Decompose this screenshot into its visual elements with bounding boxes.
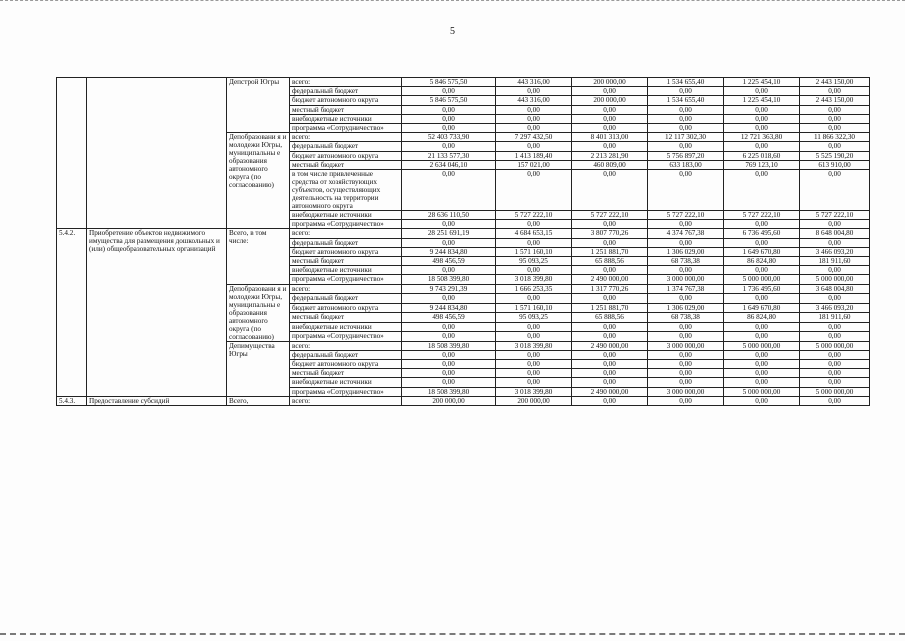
cell-amount: 1 649 670,80 — [724, 303, 800, 313]
cell-amount: 5 846 575,50 — [402, 78, 496, 87]
cell-amount: 1 571 160,10 — [496, 303, 572, 313]
cell-funding-source: всего: — [290, 341, 402, 350]
cell-amount: 0,00 — [572, 332, 648, 342]
cell-funding-source: местный бюджет — [290, 369, 402, 378]
cell-amount: 28 251 691,19 — [402, 229, 496, 238]
cell-amount: 3 000 000,00 — [648, 275, 724, 284]
cell-amount: 0,00 — [402, 294, 496, 304]
cell-amount: 1 666 253,35 — [496, 284, 572, 294]
cell-funding-source: внебюджетные источники — [290, 266, 402, 275]
cell-amount: 0,00 — [648, 396, 724, 405]
cell-funding-source: бюджет автономного округа — [290, 303, 402, 313]
cell-amount: 0,00 — [496, 294, 572, 304]
cell-amount: 0,00 — [496, 170, 572, 211]
cell-amount: 1 251 881,70 — [572, 303, 648, 313]
cell-amount: 9 244 834,80 — [402, 247, 496, 256]
cell-amount: 0,00 — [724, 105, 800, 114]
cell-amount: 5 000 000,00 — [800, 341, 870, 350]
cell-amount: 0,00 — [800, 266, 870, 275]
cell-funding-source: федеральный бюджет — [290, 238, 402, 247]
cell-funding-source: федеральный бюджет — [290, 87, 402, 96]
cell-amount: 1 413 189,40 — [496, 151, 572, 160]
cell-amount: 5 727 222,10 — [800, 211, 870, 220]
cell-funding-source: программа «Сотрудничество» — [290, 387, 402, 396]
cell-funding-source: бюджет автономного округа — [290, 151, 402, 160]
cell-amount: 0,00 — [402, 170, 496, 211]
cell-amount: 65 888,56 — [572, 313, 648, 323]
cell-amount: 0,00 — [402, 114, 496, 123]
cell-amount: 8 648 004,80 — [800, 229, 870, 238]
cell-amount: 0,00 — [496, 322, 572, 332]
cell-amount: 0,00 — [724, 114, 800, 123]
cell-amount: 0,00 — [572, 124, 648, 133]
cell-amount: 1 306 029,00 — [648, 303, 724, 313]
cell-amount: 0,00 — [800, 87, 870, 96]
cell-amount: 1 306 029,00 — [648, 247, 724, 256]
cell-amount: 0,00 — [800, 238, 870, 247]
cell-amount: 2 213 281,90 — [572, 151, 648, 160]
cell-amount: 181 911,60 — [800, 257, 870, 266]
cell-amount: 0,00 — [648, 170, 724, 211]
cell-amount: 2 634 046,10 — [402, 160, 496, 169]
cell-amount: 0,00 — [724, 124, 800, 133]
cell-amount: 0,00 — [572, 220, 648, 229]
cell-amount: 0,00 — [496, 105, 572, 114]
cell-amount: 95 093,25 — [496, 257, 572, 266]
cell-amount: 3 000 000,00 — [648, 341, 724, 350]
cell-amount: 0,00 — [496, 114, 572, 123]
cell-amount: 5 000 000,00 — [800, 275, 870, 284]
cell-amount: 3 018 399,80 — [496, 341, 572, 350]
cell-amount: 68 738,38 — [648, 257, 724, 266]
cell-amount: 0,00 — [724, 87, 800, 96]
cell-amount: 6 736 495,60 — [724, 229, 800, 238]
cell-amount: 5 756 897,20 — [648, 151, 724, 160]
cell-amount: 2 490 000,00 — [572, 341, 648, 350]
cell-amount: 0,00 — [496, 124, 572, 133]
cell-amount: 9 743 291,39 — [402, 284, 496, 294]
cell-amount: 0,00 — [648, 114, 724, 123]
cell-amount: 7 297 432,50 — [496, 133, 572, 142]
cell-amount: 1 736 495,60 — [724, 284, 800, 294]
cell-amount: 200 000,00 — [572, 78, 648, 87]
cell-amount: 3 466 093,20 — [800, 303, 870, 313]
cell-funding-source: внебюджетные источники — [290, 114, 402, 123]
cell-amount: 0,00 — [800, 124, 870, 133]
cell-amount: 0,00 — [402, 87, 496, 96]
cell-amount: 0,00 — [724, 322, 800, 332]
cell-amount: 1 534 655,40 — [648, 96, 724, 105]
cell-amount: 0,00 — [724, 360, 800, 369]
cell-amount: 28 636 110,50 — [402, 211, 496, 220]
cell-funding-source: всего: — [290, 396, 402, 405]
cell-amount: 0,00 — [402, 332, 496, 342]
cell-amount: 0,00 — [800, 105, 870, 114]
cell-amount: 200 000,00 — [402, 396, 496, 405]
cell-funding-source: бюджет автономного округа — [290, 247, 402, 256]
cell-amount: 3 648 004,80 — [800, 284, 870, 294]
cell-amount: 0,00 — [800, 360, 870, 369]
cell-amount: 0,00 — [800, 350, 870, 359]
cell-amount: 0,00 — [402, 378, 496, 387]
cell-amount: 0,00 — [402, 238, 496, 247]
cell-funding-source: местный бюджет — [290, 160, 402, 169]
cell-amount: 0,00 — [724, 378, 800, 387]
cell-amount: 0,00 — [800, 142, 870, 151]
cell-amount: 0,00 — [648, 360, 724, 369]
cell-amount: 8 401 313,00 — [572, 133, 648, 142]
cell-amount: 18 508 399,80 — [402, 387, 496, 396]
cell-amount: 0,00 — [572, 142, 648, 151]
cell-section-number: 5.4.2. — [57, 229, 87, 396]
cell-amount: 0,00 — [496, 360, 572, 369]
cell-amount: 5 000 000,00 — [724, 387, 800, 396]
cell-amount: 3 018 399,80 — [496, 387, 572, 396]
cell-amount: 1 317 770,26 — [572, 284, 648, 294]
cell-amount: 4 684 653,15 — [496, 229, 572, 238]
cell-amount: 0,00 — [402, 124, 496, 133]
cell-amount: 0,00 — [800, 114, 870, 123]
cell-amount: 0,00 — [402, 369, 496, 378]
cell-amount: 86 824,80 — [724, 313, 800, 323]
cell-amount: 0,00 — [724, 332, 800, 342]
cell-executor: Всего, — [227, 396, 290, 405]
cell-amount: 200 000,00 — [496, 396, 572, 405]
cell-executor: Депстрой Югры — [227, 78, 290, 133]
cell-amount: 0,00 — [724, 238, 800, 247]
cell-funding-source: внебюджетные источники — [290, 322, 402, 332]
cell-amount: 0,00 — [648, 378, 724, 387]
table-row — [57, 78, 870, 87]
cell-amount: 2 443 150,00 — [800, 78, 870, 87]
cell-amount: 0,00 — [648, 124, 724, 133]
cell-amount: 5 000 000,00 — [800, 387, 870, 396]
cell-amount: 0,00 — [648, 87, 724, 96]
cell-amount: 1 225 454,10 — [724, 96, 800, 105]
cell-amount: 460 809,00 — [572, 160, 648, 169]
cell-amount: 0,00 — [724, 369, 800, 378]
cell-amount: 0,00 — [648, 266, 724, 275]
cell-amount: 200 000,00 — [572, 96, 648, 105]
cell-amount: 5 727 222,10 — [648, 211, 724, 220]
cell-amount: 5 727 222,10 — [572, 211, 648, 220]
cell-amount: 86 824,80 — [724, 257, 800, 266]
cell-amount: 3 000 000,00 — [648, 387, 724, 396]
cell-amount: 21 133 577,30 — [402, 151, 496, 160]
cell-funding-source: программа «Сотрудничество» — [290, 275, 402, 284]
cell-amount: 0,00 — [402, 105, 496, 114]
cell-activity-name — [87, 78, 227, 229]
cell-amount: 0,00 — [800, 170, 870, 211]
cell-amount: 0,00 — [724, 170, 800, 211]
cell-funding-source: местный бюджет — [290, 105, 402, 114]
cell-amount: 1 251 881,70 — [572, 247, 648, 256]
cell-amount: 443 316,00 — [496, 96, 572, 105]
cell-amount: 1 534 655,40 — [648, 78, 724, 87]
cell-amount: 0,00 — [572, 360, 648, 369]
cell-funding-source: программа «Сотрудничество» — [290, 124, 402, 133]
cell-amount: 0,00 — [572, 350, 648, 359]
cell-amount: 0,00 — [496, 142, 572, 151]
cell-funding-source: всего: — [290, 78, 402, 87]
cell-funding-source: бюджет автономного округа — [290, 360, 402, 369]
cell-funding-source: программа «Сотрудничество» — [290, 332, 402, 342]
cell-amount: 0,00 — [724, 266, 800, 275]
cell-funding-source: федеральный бюджет — [290, 294, 402, 304]
cell-section-number: 5.4.3. — [57, 396, 87, 405]
cell-amount: 6 225 018,60 — [724, 151, 800, 160]
cell-amount: 0,00 — [496, 266, 572, 275]
cell-amount: 0,00 — [572, 266, 648, 275]
scan-edge-top — [0, 0, 905, 7]
cell-amount: 0,00 — [402, 142, 496, 151]
cell-amount: 0,00 — [402, 322, 496, 332]
cell-amount: 498 456,59 — [402, 257, 496, 266]
cell-amount: 0,00 — [496, 238, 572, 247]
cell-amount: 5 846 575,50 — [402, 96, 496, 105]
cell-executor: Депобразовани я и молодежи Югры, муниципальны е образования автономного округа (по согласованию) — [227, 284, 290, 341]
cell-amount: 769 123,10 — [724, 160, 800, 169]
cell-amount: 2 443 150,00 — [800, 96, 870, 105]
cell-funding-source: федеральный бюджет — [290, 142, 402, 151]
cell-amount: 5 000 000,00 — [724, 341, 800, 350]
page-number: 5 — [450, 26, 455, 37]
cell-amount: 4 374 767,38 — [648, 229, 724, 238]
cell-funding-source: всего: — [290, 284, 402, 294]
cell-amount: 0,00 — [648, 369, 724, 378]
cell-amount: 65 888,56 — [572, 257, 648, 266]
cell-amount: 0,00 — [800, 220, 870, 229]
cell-amount: 0,00 — [800, 332, 870, 342]
cell-amount: 0,00 — [572, 378, 648, 387]
cell-amount: 0,00 — [496, 350, 572, 359]
cell-executor: Всего, в том числе: — [227, 229, 290, 284]
cell-amount: 12 721 363,80 — [724, 133, 800, 142]
cell-amount: 0,00 — [402, 360, 496, 369]
cell-amount: 0,00 — [648, 322, 724, 332]
cell-amount: 2 490 000,00 — [572, 275, 648, 284]
table-body — [57, 78, 870, 406]
cell-funding-source: всего: — [290, 133, 402, 142]
cell-amount: 0,00 — [648, 294, 724, 304]
cell-amount: 0,00 — [724, 220, 800, 229]
cell-amount: 0,00 — [724, 142, 800, 151]
cell-amount: 1 374 767,38 — [648, 284, 724, 294]
cell-amount: 0,00 — [648, 238, 724, 247]
cell-amount: 0,00 — [496, 369, 572, 378]
cell-amount: 0,00 — [572, 105, 648, 114]
cell-amount: 18 508 399,80 — [402, 275, 496, 284]
cell-amount: 12 117 302,30 — [648, 133, 724, 142]
cell-amount: 3 466 093,20 — [800, 247, 870, 256]
cell-funding-source: федеральный бюджет — [290, 350, 402, 359]
cell-amount: 5 727 222,10 — [724, 211, 800, 220]
cell-amount: 68 738,38 — [648, 313, 724, 323]
cell-amount: 11 866 322,30 — [800, 133, 870, 142]
cell-amount: 18 508 399,80 — [402, 341, 496, 350]
cell-amount: 0,00 — [496, 220, 572, 229]
cell-amount: 52 403 733,90 — [402, 133, 496, 142]
cell-amount: 0,00 — [572, 396, 648, 405]
cell-amount: 0,00 — [800, 322, 870, 332]
cell-funding-source: внебюджетные источники — [290, 378, 402, 387]
cell-amount: 0,00 — [496, 332, 572, 342]
cell-amount: 0,00 — [800, 378, 870, 387]
cell-amount: 443 316,00 — [496, 78, 572, 87]
cell-funding-source: всего: — [290, 229, 402, 238]
cell-amount: 0,00 — [402, 220, 496, 229]
cell-amount: 1 571 160,10 — [496, 247, 572, 256]
cell-amount: 0,00 — [402, 350, 496, 359]
cell-amount: 5 000 000,00 — [724, 275, 800, 284]
cell-amount: 0,00 — [724, 350, 800, 359]
cell-amount: 1 649 670,80 — [724, 247, 800, 256]
table-row — [57, 396, 870, 405]
cell-amount: 613 910,00 — [800, 160, 870, 169]
cell-section-number — [57, 78, 87, 229]
cell-amount: 0,00 — [800, 369, 870, 378]
cell-activity-name: Предоставление субсидий — [87, 396, 227, 405]
cell-funding-source: местный бюджет — [290, 257, 402, 266]
cell-amount: 0,00 — [724, 396, 800, 405]
cell-amount: 0,00 — [800, 396, 870, 405]
table-row — [57, 229, 870, 238]
cell-funding-source: в том числе привлеченные средства от хозяйствующих субъектов, осуществляющих деятельность на территории автономного округа — [290, 170, 402, 211]
cell-amount: 1 225 454,10 — [724, 78, 800, 87]
cell-amount: 0,00 — [572, 114, 648, 123]
cell-amount: 0,00 — [648, 142, 724, 151]
cell-amount: 0,00 — [572, 170, 648, 211]
cell-amount: 0,00 — [648, 350, 724, 359]
cell-funding-source: программа «Сотрудничество» — [290, 220, 402, 229]
cell-amount: 9 244 834,80 — [402, 303, 496, 313]
cell-amount: 633 183,00 — [648, 160, 724, 169]
cell-amount: 181 911,60 — [800, 313, 870, 323]
cell-amount: 0,00 — [496, 378, 572, 387]
cell-amount: 3 018 399,80 — [496, 275, 572, 284]
cell-amount: 95 093,25 — [496, 313, 572, 323]
cell-amount: 3 807 770,26 — [572, 229, 648, 238]
cell-executor: Депимущества Югры — [227, 341, 290, 396]
cell-amount: 0,00 — [402, 266, 496, 275]
cell-amount: 5 727 222,10 — [496, 211, 572, 220]
cell-amount: 0,00 — [648, 220, 724, 229]
cell-amount: 2 490 000,00 — [572, 387, 648, 396]
cell-amount: 0,00 — [572, 238, 648, 247]
cell-funding-source: внебюджетные источники — [290, 211, 402, 220]
cell-amount: 0,00 — [572, 87, 648, 96]
program-funding-table — [56, 77, 870, 406]
cell-amount: 0,00 — [572, 369, 648, 378]
cell-amount: 0,00 — [648, 105, 724, 114]
cell-amount: 0,00 — [496, 87, 572, 96]
cell-amount: 498 456,59 — [402, 313, 496, 323]
cell-amount: 0,00 — [572, 322, 648, 332]
cell-amount: 157 021,00 — [496, 160, 572, 169]
cell-amount: 0,00 — [724, 294, 800, 304]
cell-amount: 5 525 190,20 — [800, 151, 870, 160]
cell-activity-name: Приобретение объектов недвижимого имущества для размещения дошкольных и (или) общеобразовательных организаций — [87, 229, 227, 396]
cell-amount: 0,00 — [572, 294, 648, 304]
cell-funding-source: бюджет автономного округа — [290, 96, 402, 105]
cell-funding-source: местный бюджет — [290, 313, 402, 323]
cell-amount: 0,00 — [648, 332, 724, 342]
cell-executor: Депобразовани я и молодежи Югры, муниципальны е образования автономного округа (по согласованию) — [227, 133, 290, 229]
cell-amount: 0,00 — [800, 294, 870, 304]
